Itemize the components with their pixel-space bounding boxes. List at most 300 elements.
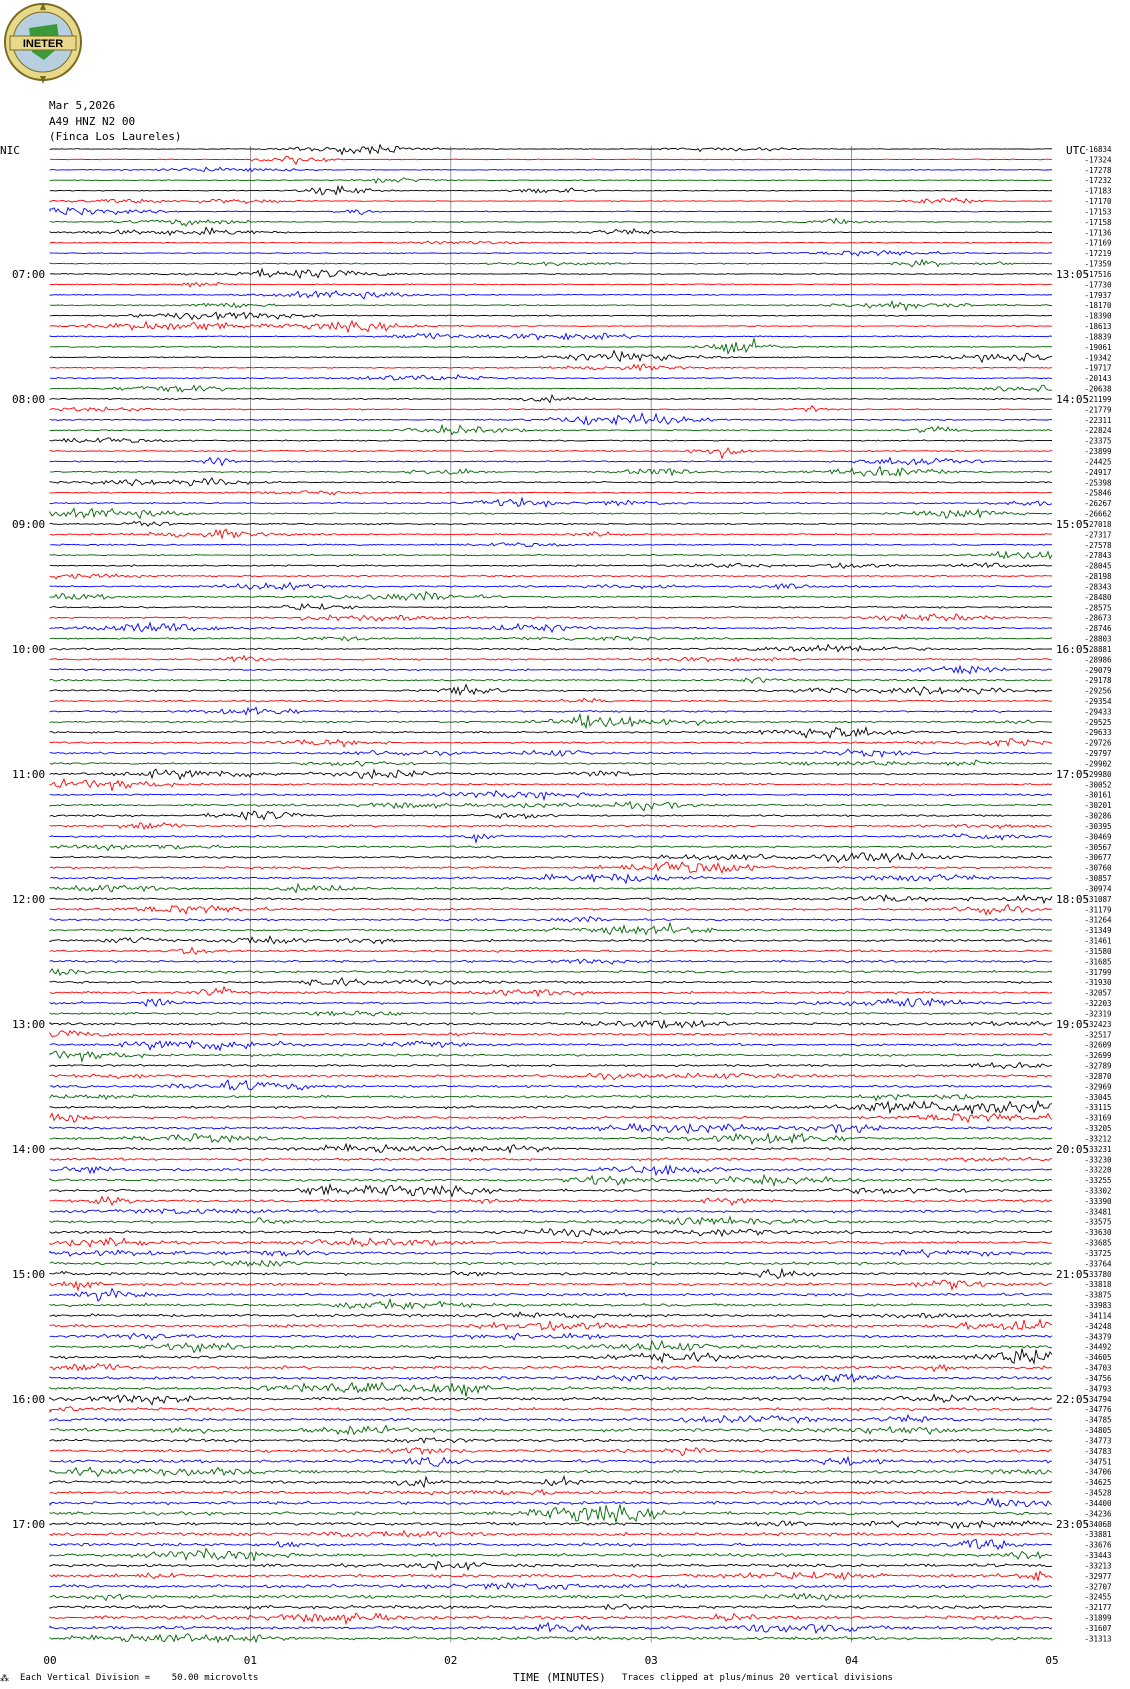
left-hour-label: 16:00 xyxy=(12,1392,46,1406)
trace-line xyxy=(50,895,1052,903)
trace-offset-label: -33676 xyxy=(1084,1540,1112,1550)
trace-offset-label: -30161 xyxy=(1084,790,1112,800)
trace-line xyxy=(50,498,1052,507)
trace-line xyxy=(50,1124,1052,1133)
trace-offset-label: -29256 xyxy=(1084,686,1112,696)
trace-offset-label: -23375 xyxy=(1084,436,1112,446)
trace-line xyxy=(50,678,1052,683)
trace-offset-label: -30395 xyxy=(1084,821,1112,831)
trace-line xyxy=(50,987,1052,996)
trace-line xyxy=(50,1333,1052,1340)
x-tick-label: 02 xyxy=(444,1654,458,1667)
trace-offset-label: -34805 xyxy=(1084,1426,1112,1436)
trace-offset-label: -17232 xyxy=(1084,176,1112,186)
trace-offset-label: -27578 xyxy=(1084,540,1112,550)
trace-line xyxy=(50,1623,1052,1633)
trace-offset-label: -29079 xyxy=(1084,665,1112,675)
trace-line xyxy=(50,395,1052,403)
trace-line xyxy=(50,552,1052,559)
trace-line xyxy=(50,779,1052,791)
left-hour-label: 11:00 xyxy=(12,767,46,781)
trace-line xyxy=(50,1175,1052,1185)
trace-line xyxy=(50,227,1052,235)
trace-offset-label: -17158 xyxy=(1084,217,1112,227)
trace-offset-label: -34785 xyxy=(1084,1415,1112,1425)
x-tick-label: 01 xyxy=(243,1654,258,1667)
trace-line xyxy=(50,834,1052,843)
trace-line xyxy=(50,1383,1052,1397)
trace-line xyxy=(50,186,1052,195)
left-hour-label: 10:00 xyxy=(12,642,46,656)
right-hour-label: 22:05 xyxy=(1056,1392,1090,1406)
trace-offset-label: -34794 xyxy=(1084,1394,1112,1404)
trace-offset-label: -26662 xyxy=(1084,509,1112,519)
trace-line xyxy=(50,685,1052,696)
trace-offset-label: -33630 xyxy=(1084,1228,1112,1238)
trace-line xyxy=(50,749,1052,757)
trace-offset-label: -32057 xyxy=(1084,988,1112,998)
trace-offset-label: -29525 xyxy=(1084,717,1112,727)
trace-line xyxy=(50,218,1052,226)
trace-line xyxy=(50,727,1052,737)
left-hour-label: 12:00 xyxy=(12,892,46,906)
left-hour-label: 09:00 xyxy=(12,517,46,531)
trace-offset-label: -31899 xyxy=(1084,1613,1112,1623)
trace-line xyxy=(50,1157,1052,1161)
trace-offset-label: -33983 xyxy=(1084,1301,1112,1311)
trace-offset-label: -31179 xyxy=(1084,905,1112,915)
trace-offset-label: -33212 xyxy=(1084,1134,1112,1144)
trace-offset-label: -31799 xyxy=(1084,967,1112,977)
trace-line xyxy=(50,509,1052,519)
trace-offset-label: -31313 xyxy=(1084,1634,1112,1644)
trace-line xyxy=(50,563,1052,569)
clip-note: Traces clipped at plus/minus 20 vertical divisions xyxy=(622,1673,893,1683)
trace-line xyxy=(50,385,1052,392)
trace-line xyxy=(50,478,1052,486)
chart-date: Mar 5,2026 xyxy=(49,99,116,112)
trace-offset-label: -34605 xyxy=(1084,1353,1112,1363)
trace-offset-label: -33685 xyxy=(1084,1238,1112,1248)
trace-offset-label: -28881 xyxy=(1084,644,1112,654)
trace-offset-label: -18839 xyxy=(1084,332,1112,342)
trace-line xyxy=(50,1250,1052,1258)
trace-offset-label: -33220 xyxy=(1084,1165,1112,1175)
trace-line xyxy=(50,1341,1052,1353)
trace-line xyxy=(50,301,1052,310)
right-hour-label: 21:05 xyxy=(1056,1267,1090,1281)
station-site: (Finca Los Laureles) xyxy=(49,130,182,143)
trace-offset-label: -27018 xyxy=(1084,519,1112,529)
right-timezone-label: UTC xyxy=(1066,144,1086,157)
trace-line xyxy=(50,583,1052,590)
trace-line xyxy=(50,1041,1052,1051)
trace-line xyxy=(50,698,1052,702)
trace-offset-label: -33481 xyxy=(1084,1207,1112,1217)
trace-offset-label: -19061 xyxy=(1084,342,1112,352)
trace-offset-label: -22824 xyxy=(1084,426,1112,436)
trace-line xyxy=(50,905,1052,915)
trace-line xyxy=(50,936,1052,944)
trace-offset-label: -17183 xyxy=(1084,186,1112,196)
trace-line xyxy=(50,1395,1052,1405)
trace-offset-label: -17278 xyxy=(1084,165,1112,175)
trace-offset-label: -24425 xyxy=(1084,457,1112,467)
trace-line xyxy=(50,666,1052,674)
trace-line xyxy=(50,282,1052,287)
vertical-scale-note: Each Vertical Division = 50.00 microvolts xyxy=(20,1673,259,1683)
right-hour-label: 20:05 xyxy=(1056,1142,1090,1156)
left-hour-label: 07:00 xyxy=(12,267,46,281)
trace-offset-label: -33255 xyxy=(1084,1176,1112,1186)
left-hour-label: 14:00 xyxy=(12,1142,46,1156)
left-timezone-label: NIC xyxy=(0,144,20,157)
x-tick-label: 03 xyxy=(644,1654,658,1667)
trace-line xyxy=(50,948,1052,955)
trace-offset-label: -33231 xyxy=(1084,1144,1112,1154)
trace-line xyxy=(50,1280,1052,1290)
trace-line xyxy=(50,522,1052,527)
trace-offset-label: -33213 xyxy=(1084,1561,1112,1571)
trace-line xyxy=(50,1299,1052,1309)
trace-offset-label: -28673 xyxy=(1084,613,1112,623)
trace-line xyxy=(50,156,1052,164)
trace-line xyxy=(50,1374,1052,1382)
trace-line xyxy=(50,1634,1052,1642)
trace-line xyxy=(50,791,1052,800)
trace-line xyxy=(50,884,1052,892)
trace-offset-label: -23899 xyxy=(1084,447,1112,457)
trace-offset-label: -28480 xyxy=(1084,592,1112,602)
trace-line xyxy=(50,1583,1052,1589)
trace-line xyxy=(50,769,1052,779)
trace-line xyxy=(50,614,1052,621)
logo-text: INETER xyxy=(22,38,64,50)
trace-line xyxy=(50,623,1052,632)
trace-line xyxy=(50,1613,1052,1624)
trace-line xyxy=(50,312,1052,319)
trace-offset-label: -31087 xyxy=(1084,894,1112,904)
trace-line xyxy=(50,1457,1052,1466)
trace-offset-label: -25846 xyxy=(1084,488,1112,498)
trace-offset-label: -18390 xyxy=(1084,311,1112,321)
trace-offset-label: -28343 xyxy=(1084,582,1112,592)
trace-offset-label: -27317 xyxy=(1084,530,1112,540)
trace-line xyxy=(50,425,1052,434)
trace-line xyxy=(50,291,1052,299)
trace-line xyxy=(50,760,1052,766)
trace-offset-label: -20638 xyxy=(1084,384,1112,394)
trace-line xyxy=(50,1594,1052,1601)
station-code: A49 HNZ N2 00 xyxy=(49,115,136,128)
trace-offset-label: -29354 xyxy=(1084,696,1112,706)
trace-offset-label: -28803 xyxy=(1084,634,1112,644)
trace-line xyxy=(50,1320,1052,1331)
trace-offset-label: -34068 xyxy=(1084,1519,1112,1529)
trace-line xyxy=(50,1571,1052,1580)
trace-offset-label: -30760 xyxy=(1084,863,1112,873)
trace-line xyxy=(50,1080,1052,1090)
trace-line xyxy=(50,438,1052,443)
trace-offset-label: -16834 xyxy=(1084,145,1112,154)
trace-offset-label: -18613 xyxy=(1084,322,1112,332)
trace-line xyxy=(50,1134,1052,1144)
trace-offset-label: -29178 xyxy=(1084,676,1112,686)
trace-line xyxy=(50,636,1052,641)
trace-line xyxy=(50,448,1052,458)
trace-offset-label: -32707 xyxy=(1084,1582,1112,1592)
trace-offset-label: -34379 xyxy=(1084,1332,1112,1342)
trace-offset-label: -34703 xyxy=(1084,1363,1112,1373)
left-hour-label: 08:00 xyxy=(12,392,46,406)
trace-line xyxy=(50,1539,1052,1549)
trace-offset-label: -30677 xyxy=(1084,853,1112,863)
trace-line xyxy=(50,714,1052,727)
trace-offset-label: -33575 xyxy=(1084,1217,1112,1227)
trace-offset-label: -33302 xyxy=(1084,1186,1112,1196)
trace-offset-label: -17219 xyxy=(1084,249,1112,259)
left-hour-label: 15:00 xyxy=(12,1267,46,1281)
trace-offset-label: -32319 xyxy=(1084,1009,1112,1019)
trace-offset-label: -33764 xyxy=(1084,1259,1112,1269)
trace-line xyxy=(50,999,1052,1007)
trace-offset-label: -32609 xyxy=(1084,1040,1112,1050)
trace-offset-label: -17153 xyxy=(1084,207,1112,217)
trace-line xyxy=(50,1498,1052,1507)
trace-line xyxy=(50,845,1052,851)
trace-line xyxy=(50,1144,1052,1153)
trace-line xyxy=(50,1490,1052,1495)
trace-line xyxy=(50,1269,1052,1278)
trace-line xyxy=(50,1407,1052,1412)
trace-offset-label: -33169 xyxy=(1084,1113,1112,1123)
trace-offset-label: -33725 xyxy=(1084,1248,1112,1258)
trace-offset-label: -32870 xyxy=(1084,1071,1112,1081)
trace-line xyxy=(50,916,1052,922)
trace-offset-label: -17359 xyxy=(1084,259,1112,269)
trace-line xyxy=(50,1062,1052,1068)
trace-line xyxy=(50,338,1052,353)
trace-offset-label: -32455 xyxy=(1084,1592,1112,1602)
trace-offset-label: -34400 xyxy=(1084,1498,1112,1508)
trace-line xyxy=(50,645,1052,652)
trace-offset-label: -32969 xyxy=(1084,1082,1112,1092)
trace-line xyxy=(50,167,1052,171)
trace-offset-label: -17516 xyxy=(1084,269,1112,279)
trace-line xyxy=(50,811,1052,820)
trace-offset-label: -33818 xyxy=(1084,1280,1112,1290)
trace-offset-label: -33881 xyxy=(1084,1530,1112,1540)
trace-line xyxy=(50,823,1052,829)
trace-offset-label: -33045 xyxy=(1084,1092,1112,1102)
trace-offset-label: -17324 xyxy=(1084,155,1112,165)
trace-offset-label: -32177 xyxy=(1084,1603,1112,1613)
x-tick-label: 05 xyxy=(1045,1654,1059,1667)
trace-offset-label: -34706 xyxy=(1084,1467,1112,1477)
trace-line xyxy=(50,321,1052,332)
trace-line xyxy=(50,1438,1052,1443)
trace-offset-label: -18170 xyxy=(1084,301,1112,311)
trace-line xyxy=(50,969,1052,975)
trace-offset-label: -33390 xyxy=(1084,1196,1112,1206)
trace-line xyxy=(50,413,1052,424)
trace-line xyxy=(50,269,1052,278)
right-hour-label: 19:05 xyxy=(1056,1017,1090,1031)
trace-offset-label: -29902 xyxy=(1084,759,1112,769)
trace-line xyxy=(50,1197,1052,1205)
right-hour-label: 15:05 xyxy=(1056,517,1090,531)
trace-offset-label: -17136 xyxy=(1084,228,1112,238)
trace-line xyxy=(50,241,1052,244)
trace-line xyxy=(50,959,1052,964)
trace-offset-label: -34248 xyxy=(1084,1321,1112,1331)
trace-line xyxy=(50,592,1052,601)
trace-line xyxy=(50,1011,1052,1016)
right-hour-label: 16:05 xyxy=(1056,642,1090,656)
trace-line xyxy=(50,198,1052,204)
trace-offset-label: -31349 xyxy=(1084,926,1112,936)
trace-line xyxy=(50,1031,1052,1037)
trace-offset-label: -19342 xyxy=(1084,353,1112,363)
trace-line xyxy=(50,1217,1052,1225)
trace-offset-label: -28575 xyxy=(1084,603,1112,613)
trace-offset-label: -32517 xyxy=(1084,1030,1112,1040)
trace-line xyxy=(50,333,1052,340)
trace-offset-label: -30052 xyxy=(1084,780,1112,790)
trace-offset-label: -30857 xyxy=(1084,874,1112,884)
trace-line xyxy=(50,1561,1052,1569)
trace-offset-label: -31685 xyxy=(1084,957,1112,967)
trace-line xyxy=(50,1073,1052,1080)
trace-line xyxy=(50,1021,1052,1029)
trace-line xyxy=(50,351,1052,363)
trace-offset-label: -34625 xyxy=(1084,1478,1112,1488)
trace-offset-label: -33875 xyxy=(1084,1290,1112,1300)
trace-offset-label: -34756 xyxy=(1084,1373,1112,1383)
right-hour-label: 13:05 xyxy=(1056,267,1090,281)
trace-line xyxy=(50,574,1052,579)
trace-line xyxy=(50,1426,1052,1435)
trace-offset-label: -21779 xyxy=(1084,405,1112,415)
x-axis-title: TIME (MINUTES) xyxy=(513,1671,606,1684)
trace-line xyxy=(50,467,1052,477)
trace-line xyxy=(50,739,1052,747)
trace-line xyxy=(50,178,1052,183)
trace-line xyxy=(50,458,1052,466)
trace-offset-label: -30974 xyxy=(1084,884,1112,894)
trace-offset-label: -28198 xyxy=(1084,572,1112,582)
trace-line xyxy=(50,1238,1052,1247)
trace-offset-label: -29726 xyxy=(1084,738,1112,748)
right-hour-label: 17:05 xyxy=(1056,767,1090,781)
scale-icon: ⁂ xyxy=(0,1674,9,1684)
trace-offset-label: -28045 xyxy=(1084,561,1112,571)
trace-line xyxy=(50,1229,1052,1237)
trace-line xyxy=(50,1166,1052,1175)
trace-offset-label: -28986 xyxy=(1084,655,1112,665)
trace-offset-label: -19717 xyxy=(1084,363,1112,373)
trace-offset-label: -34528 xyxy=(1084,1488,1112,1498)
trace-offset-label: -34793 xyxy=(1084,1384,1112,1394)
trace-line xyxy=(50,364,1052,370)
trace-offset-label: -33780 xyxy=(1084,1269,1112,1279)
trace-line xyxy=(50,1261,1052,1267)
trace-line xyxy=(50,604,1052,610)
trace-offset-label: -34236 xyxy=(1084,1509,1112,1519)
trace-offset-label: -34773 xyxy=(1084,1436,1112,1446)
trace-line xyxy=(50,260,1052,267)
trace-line xyxy=(50,656,1052,662)
trace-offset-label: -30469 xyxy=(1084,832,1112,842)
trace-offset-label: -26267 xyxy=(1084,499,1112,509)
trace-offset-label: -33230 xyxy=(1084,1155,1112,1165)
trace-offset-label: -30567 xyxy=(1084,842,1112,852)
trace-line xyxy=(50,375,1052,380)
trace-line xyxy=(50,1604,1052,1609)
trace-line xyxy=(50,802,1052,811)
trace-line xyxy=(50,862,1052,873)
trace-offset-label: -32423 xyxy=(1084,1019,1112,1029)
trace-line xyxy=(50,978,1052,986)
left-hour-label: 13:00 xyxy=(12,1017,46,1031)
trace-offset-label: -32977 xyxy=(1084,1571,1112,1581)
trace-offset-label: -17169 xyxy=(1084,238,1112,248)
trace-line xyxy=(50,1051,1052,1061)
trace-offset-label: -29797 xyxy=(1084,749,1112,759)
trace-line xyxy=(50,251,1052,256)
trace-line xyxy=(50,1531,1052,1537)
trace-line xyxy=(50,406,1052,412)
right-hour-label: 18:05 xyxy=(1056,892,1090,906)
trace-offset-label: -31580 xyxy=(1084,946,1112,956)
trace-line xyxy=(50,145,1052,155)
trace-offset-label: -34776 xyxy=(1084,1405,1112,1415)
trace-line xyxy=(50,1364,1052,1372)
trace-offset-label: -33443 xyxy=(1084,1551,1112,1561)
trace-offset-label: -22311 xyxy=(1084,415,1112,425)
trace-line xyxy=(50,543,1052,547)
ineter-logo xyxy=(2,0,86,88)
right-hour-label: 23:05 xyxy=(1056,1517,1090,1531)
trace-offset-label: -17937 xyxy=(1084,290,1112,300)
trace-offset-label: -33115 xyxy=(1084,1103,1112,1113)
trace-line xyxy=(50,1113,1052,1122)
trace-line xyxy=(50,1448,1052,1456)
trace-offset-label: -30201 xyxy=(1084,801,1112,811)
right-hour-label: 14:05 xyxy=(1056,392,1090,406)
trace-offset-label: -17170 xyxy=(1084,197,1112,207)
trace-line xyxy=(50,853,1052,863)
trace-line xyxy=(50,1415,1052,1423)
trace-offset-label: -34114 xyxy=(1084,1311,1112,1321)
trace-line xyxy=(50,1521,1052,1528)
x-tick-label: 00 xyxy=(43,1654,57,1667)
trace-line xyxy=(50,529,1052,538)
trace-offset-label: -27843 xyxy=(1084,551,1112,561)
trace-line xyxy=(50,1349,1052,1364)
trace-offset-label: -29980 xyxy=(1084,769,1112,779)
trace-offset-label: -24917 xyxy=(1084,467,1112,477)
trace-line xyxy=(50,208,1052,215)
trace-offset-label: -28746 xyxy=(1084,624,1112,634)
trace-offset-label: -31607 xyxy=(1084,1623,1112,1633)
trace-line xyxy=(50,874,1052,883)
trace-line xyxy=(50,707,1052,714)
trace-offset-label: -34751 xyxy=(1084,1457,1112,1467)
trace-line xyxy=(50,1101,1052,1114)
trace-line xyxy=(50,923,1052,935)
trace-offset-label: -31461 xyxy=(1084,936,1112,946)
